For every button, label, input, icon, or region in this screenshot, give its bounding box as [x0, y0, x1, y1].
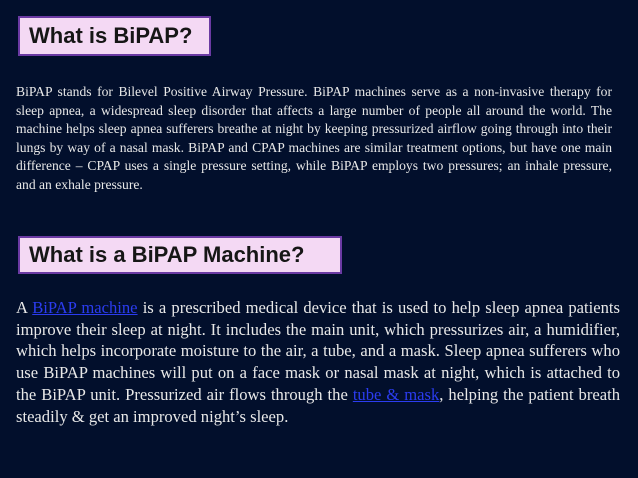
tube-and-mask-link[interactable]: tube & mask — [352, 384, 440, 404]
bipap-machine-paragraph — [16, 297, 620, 427]
bipap-machine-link[interactable]: BiPAP machine — [32, 298, 138, 317]
section-heading-what-is-bipap-machine: What is a BiPAP Machine? — [18, 236, 342, 274]
paragraph-text-end: , helping the patient breath steadily & get an improved night’s sleep. — [16, 384, 621, 426]
section-heading-what-is-bipap: What is BiPAP? — [18, 16, 211, 56]
paragraph-text-middle: is a prescribed medical device that is used to help sleep apnea patients improve their sleep at night. It includes the main unit, which pressurizes air, a humidifier, which helps incorporate moisture to the air, a tube, and a mask. Sleep apnea sufferers who use BiPAP machines will put on a face mask or nasal mask at night, which is attached to the BiPAP unit. Pressurized air flows through the — [16, 298, 620, 404]
bipap-definition-paragraph: BiPAP stands for Bilevel Positive Airway Pressure. BiPAP machines serve as a non-invasive therapy for sleep apnea, a widespread sleep disorder that affects a large number of people all around the world. The machine helps sleep apnea sufferers breathe at night by keeping pressurized airflow going through into their lungs by way of a nasal mask. BiPAP and CPAP machines are similar treatment options, but have one main difference – CPAP uses a single pressure setting, while BiPAP employs two pressures; an inhale pressure, and an exhale pressure. — [16, 84, 612, 192]
paragraph-text-start: A — [16, 298, 33, 317]
